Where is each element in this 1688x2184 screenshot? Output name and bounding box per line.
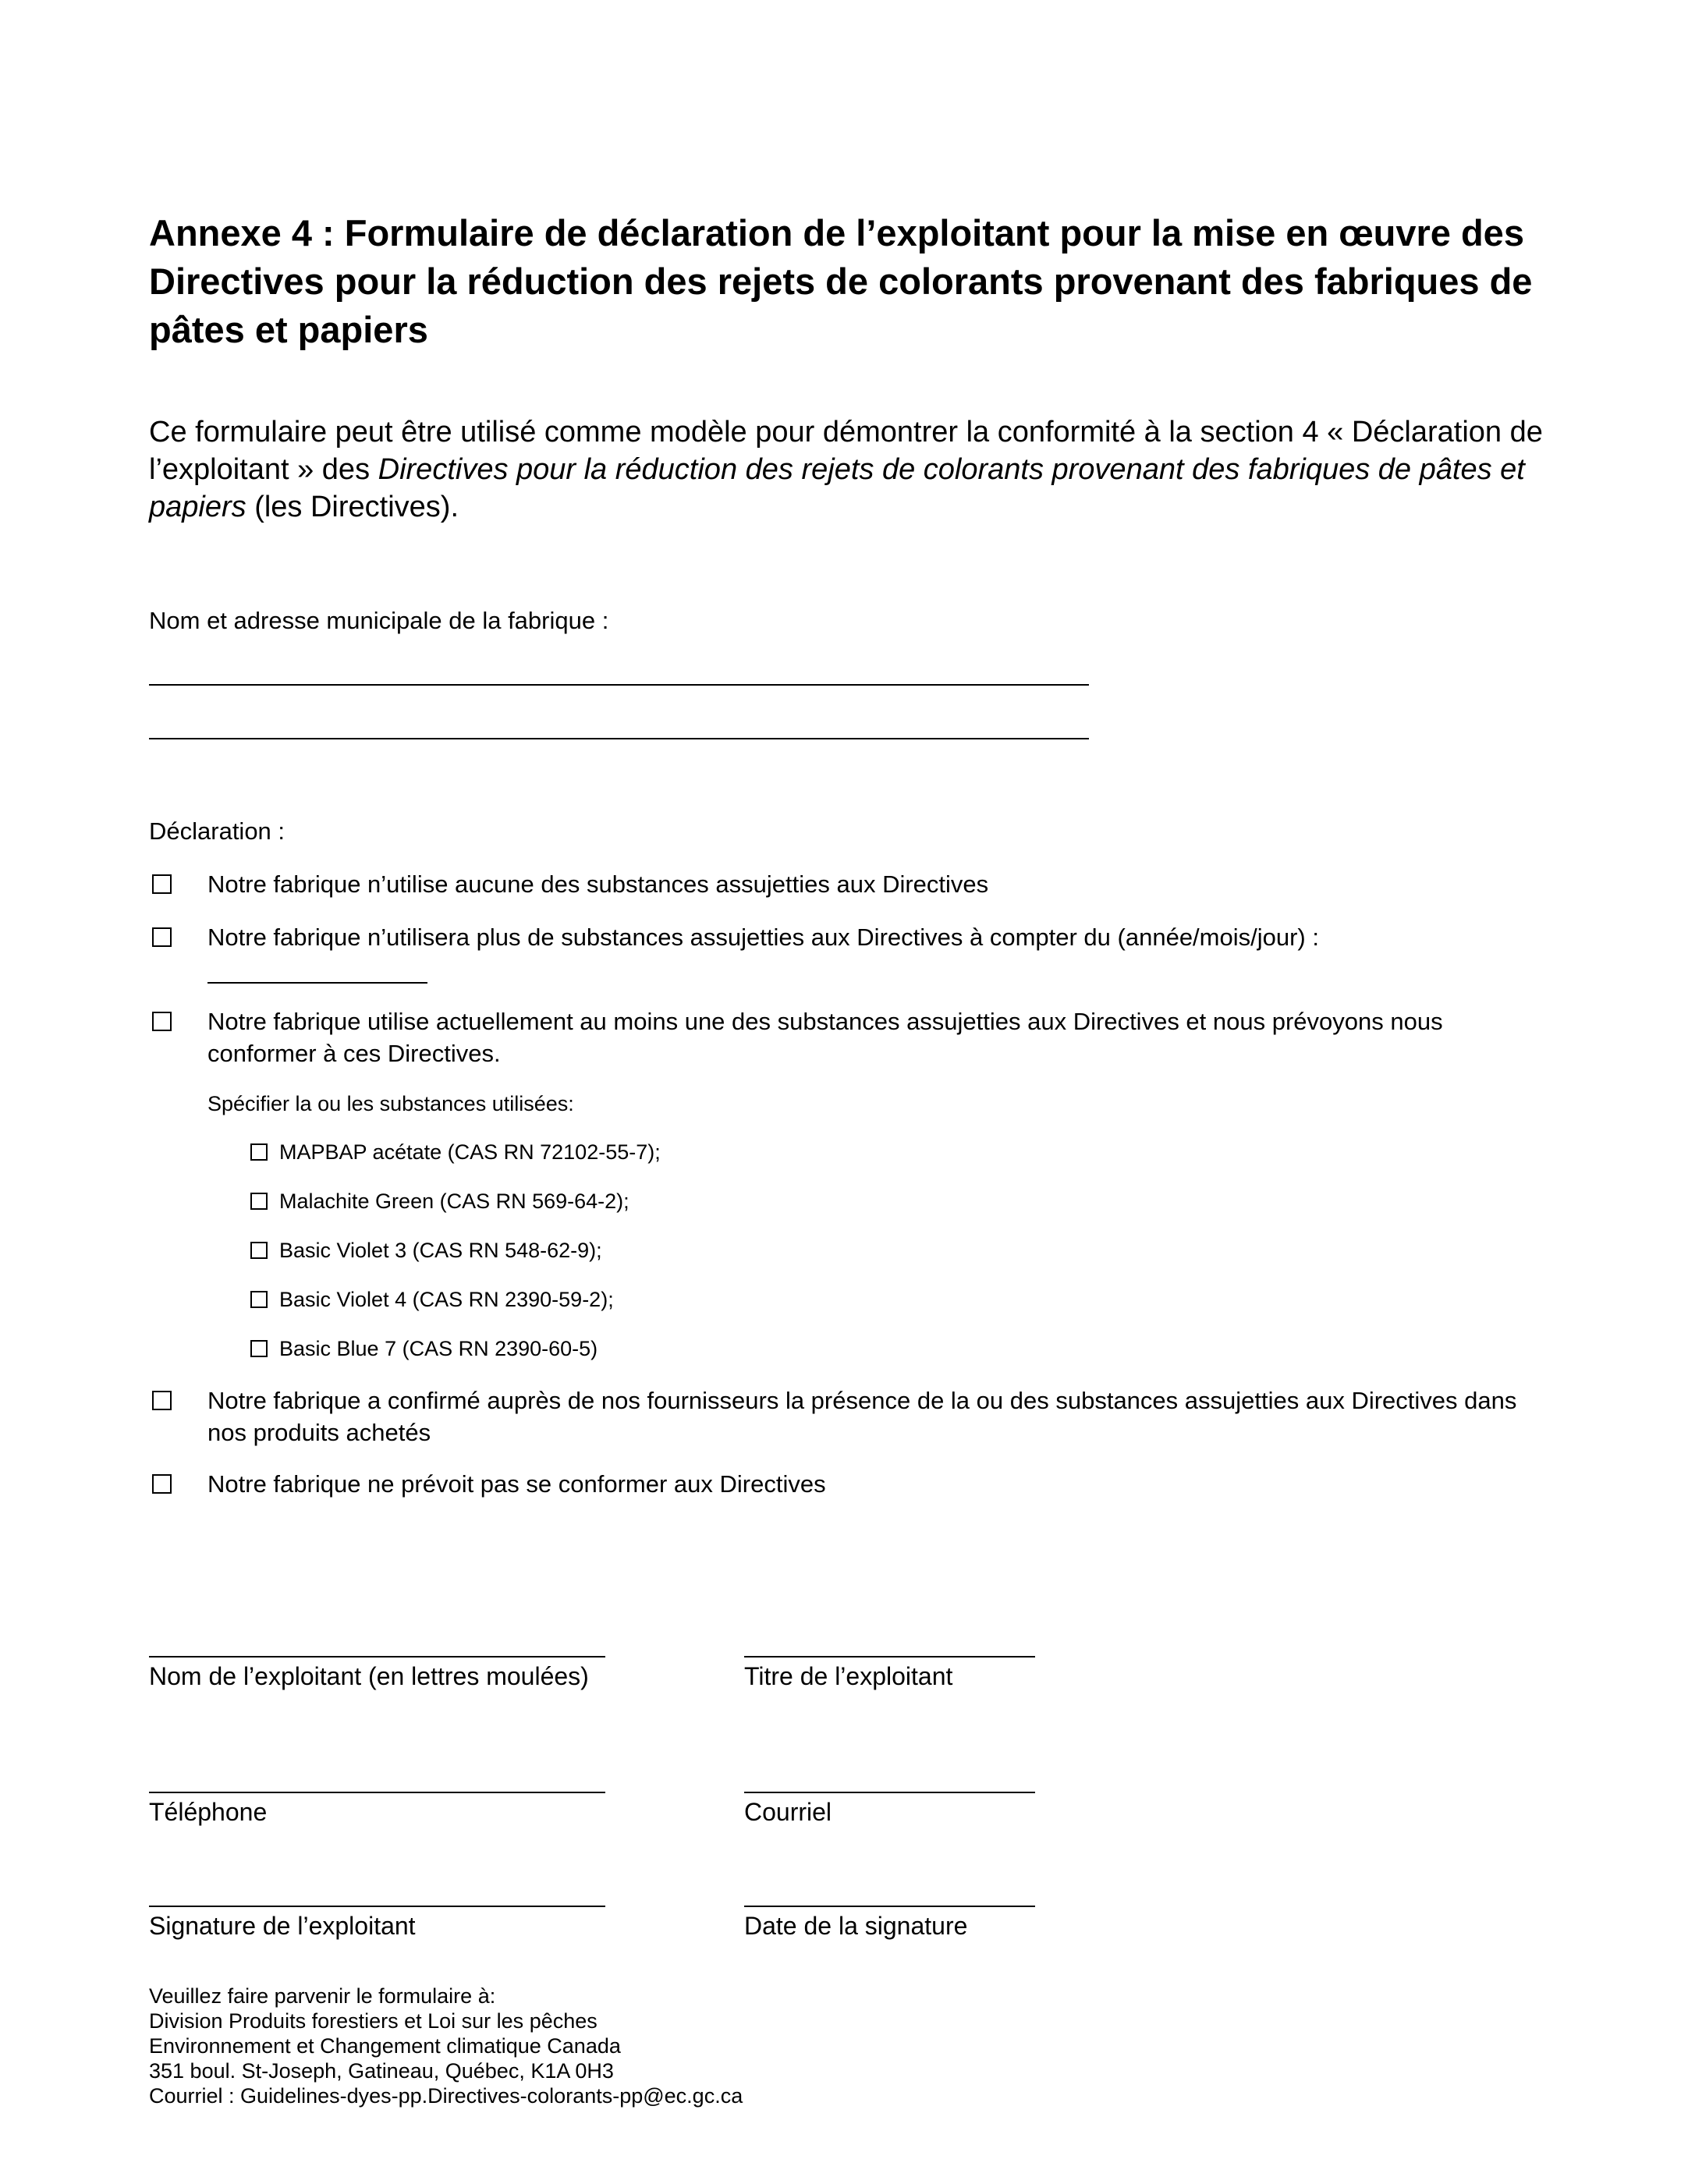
- checkbox-substance-mapbap[interactable]: [250, 1143, 268, 1161]
- signature-line[interactable]: [149, 1906, 605, 1907]
- page-title: Annexe 4 : Formulaire de déclaration de l’exploitant pour la mise en œuvre des Directives pour la réduction des rejets de colorants provenant des fabriques de pâtes et papiers: [149, 212, 1533, 350]
- email-label: Courriel: [744, 1798, 832, 1826]
- email-line[interactable]: [744, 1792, 1035, 1793]
- option-currently-using: Notre fabrique utilise actuellement au moins une des substances assujetties aux Directives et nous prévoyons nous conformer à ces Directives.: [207, 1008, 1443, 1067]
- signature-date-line[interactable]: [744, 1906, 1035, 1907]
- address-label: Nom et adresse municipale de la fabrique :: [149, 607, 609, 634]
- specify-substances-label: Spécifier la ou les substances utilisées:: [207, 1092, 574, 1115]
- date-line[interactable]: [207, 982, 427, 984]
- substance-mapbap-label: MAPBAP acétate (CAS RN 72102-55-7);: [279, 1140, 661, 1164]
- substance-basic-violet-3-label: Basic Violet 3 (CAS RN 548-62-9);: [279, 1239, 602, 1262]
- option-no-compliance: Notre fabrique ne prévoit pas se conformer aux Directives: [207, 1470, 826, 1498]
- checkbox-substance-basic-blue-7[interactable]: [250, 1340, 268, 1357]
- checkbox-currently-using[interactable]: [152, 1012, 172, 1031]
- phone-line[interactable]: [149, 1792, 605, 1793]
- footer-line-address: 351 boul. St-Joseph, Gatineau, Québec, K1A 0H3: [149, 2059, 614, 2083]
- signature-date-label: Date de la signature: [744, 1912, 968, 1940]
- phone-label: Téléphone: [149, 1798, 268, 1826]
- footer-line-email[interactable]: Courriel : Guidelines-dyes-pp.Directives-colorants-pp@ec.gc.ca: [149, 2084, 743, 2108]
- mailing-instructions: [149, 1984, 743, 2108]
- substance-malachite-green-label: Malachite Green (CAS RN 569-64-2);: [279, 1190, 629, 1213]
- address-line-1[interactable]: [149, 684, 1089, 686]
- checkbox-substance-malachite-green[interactable]: [250, 1193, 268, 1210]
- signature-label: Signature de l’exploitant: [149, 1912, 416, 1940]
- checkbox-substance-basic-violet-4[interactable]: [250, 1291, 268, 1308]
- operator-title-label: Titre de l’exploitant: [744, 1662, 953, 1690]
- operator-name-line[interactable]: [149, 1656, 605, 1658]
- intro-paragraph: [149, 413, 1553, 526]
- intro-text-1: Ce formulaire peut être utilisé comme modèle pour démontrer la conformité à la section 4 « Déclaration de l’exploitant » des: [149, 416, 1543, 486]
- intro-text-2: (les Directives).: [246, 491, 459, 523]
- option-no-substances: Notre fabrique n’utilise aucune des substances assujetties aux Directives: [207, 870, 989, 898]
- footer-line-intro: Veuillez faire parvenir le formulaire à:: [149, 1984, 496, 2008]
- substance-basic-violet-4-label: Basic Violet 4 (CAS RN 2390-59-2);: [279, 1288, 614, 1311]
- substance-basic-blue-7-label: Basic Blue 7 (CAS RN 2390-60-5): [279, 1337, 598, 1360]
- checkbox-future-stop[interactable]: [152, 927, 172, 947]
- option-future-stop: Notre fabrique n’utilisera plus de substances assujetties aux Directives à compter du (année/mois/jour) :: [207, 924, 1319, 951]
- operator-name-label: Nom de l’exploitant (en lettres moulées): [149, 1662, 589, 1690]
- footer-line-division: Division Produits forestiers et Loi sur les pêches: [149, 2009, 598, 2033]
- checkbox-no-compliance[interactable]: [152, 1474, 172, 1494]
- footer-line-department: Environnement et Changement climatique Canada: [149, 2034, 621, 2058]
- checkbox-substance-basic-violet-3[interactable]: [250, 1242, 268, 1259]
- declaration-label: Déclaration :: [149, 817, 285, 845]
- checkbox-no-substances[interactable]: [152, 874, 172, 894]
- operator-title-line[interactable]: [744, 1656, 1035, 1658]
- intro-text-italic: Directives pour la réduction des rejets de colorants provenant des fabriques de pâtes et papiers: [149, 453, 1525, 523]
- option-supplier-confirmed: Notre fabrique a confirmé auprès de nos fournisseurs la présence de la ou des substances assujetties aux Directives dans nos produits achetés: [207, 1387, 1517, 1446]
- checkbox-supplier-confirmed[interactable]: [152, 1391, 172, 1410]
- address-line-2[interactable]: [149, 738, 1089, 739]
